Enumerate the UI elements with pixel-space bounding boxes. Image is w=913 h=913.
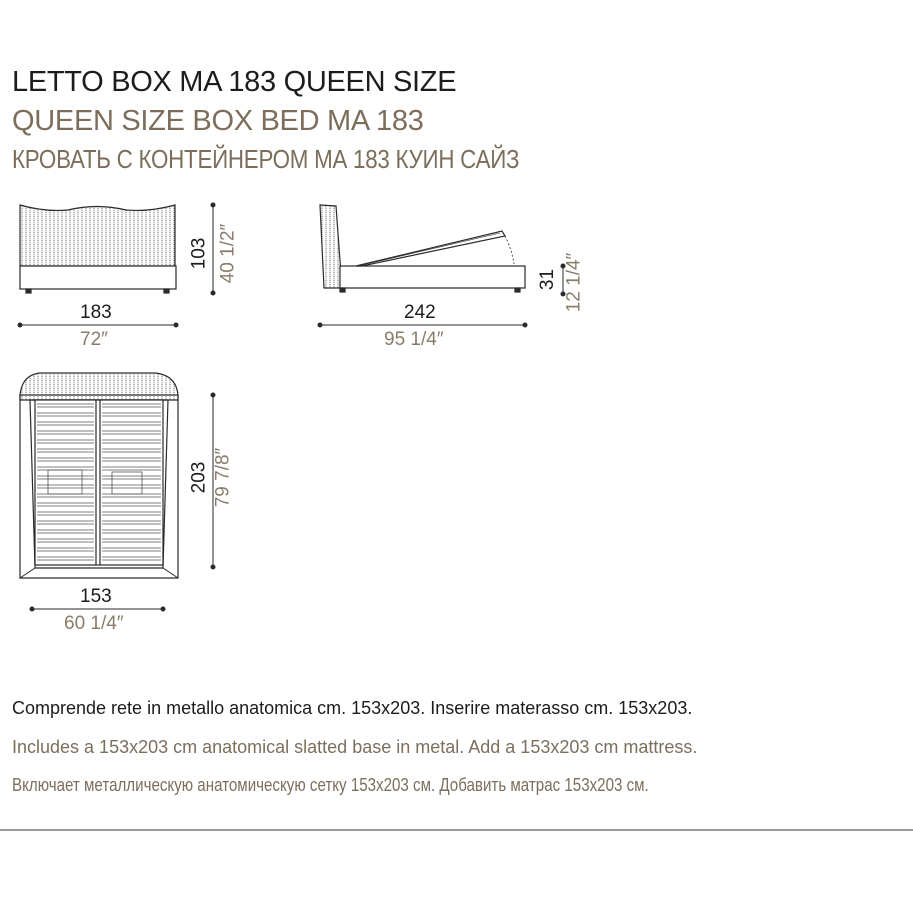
side-length-inch: 95 1/4″	[384, 329, 444, 350]
side-foot-left	[340, 288, 345, 292]
top-length-inch: 79 7/8″	[212, 447, 234, 508]
top-width-cm: 153	[80, 586, 112, 607]
top-width-inch: 60 1/4″	[64, 613, 124, 634]
side-lift-arc	[505, 236, 514, 264]
side-view	[320, 205, 525, 292]
side-headboard	[320, 205, 342, 288]
side-base-height-inch: 12 1/4″	[563, 252, 585, 313]
side-length-cm: 242	[404, 302, 436, 323]
bottom-divider	[0, 829, 913, 831]
description-russian: Включает металлическую анатомическую сетку 153x203 см. Добавить матрас 153x203 см.	[12, 775, 649, 795]
top-headboard	[20, 373, 178, 400]
front-height-cm: 103	[188, 237, 210, 270]
front-height-inch: 40 1/2″	[217, 223, 239, 284]
description-italian: Comprende rete in metallo anatomica cm. 153x203. Inserire materasso cm. 153x203.	[12, 698, 693, 718]
front-base	[20, 266, 176, 289]
front-headboard	[20, 205, 175, 266]
title-russian: КРОВАТЬ С КОНТЕЙНЕРОМ МА 183 КУИН САЙЗ	[12, 144, 520, 174]
front-width-dimension	[18, 323, 178, 327]
front-foot-left	[26, 289, 31, 293]
top-length-cm: 203	[188, 461, 210, 494]
side-base-height-cm: 31	[537, 268, 559, 291]
front-width-inch: 72″	[80, 329, 108, 350]
title-italian: LETTO BOX MA 183 QUEEN SIZE	[12, 66, 457, 98]
side-base	[340, 266, 525, 288]
top-width-dimension	[30, 607, 165, 611]
side-lifted-frame	[356, 231, 505, 266]
side-length-dimension	[318, 323, 527, 327]
front-height-dimension	[211, 203, 215, 295]
front-foot-right	[164, 289, 169, 293]
front-view	[20, 205, 176, 293]
description-english: Includes a 153x203 cm anatomical slatted base in metal. Add a 153x203 cm mattress.	[12, 737, 698, 757]
front-width-cm: 183	[80, 302, 112, 323]
title-english: QUEEN SIZE BOX BED MA 183	[12, 105, 424, 137]
side-foot-right	[515, 288, 520, 292]
